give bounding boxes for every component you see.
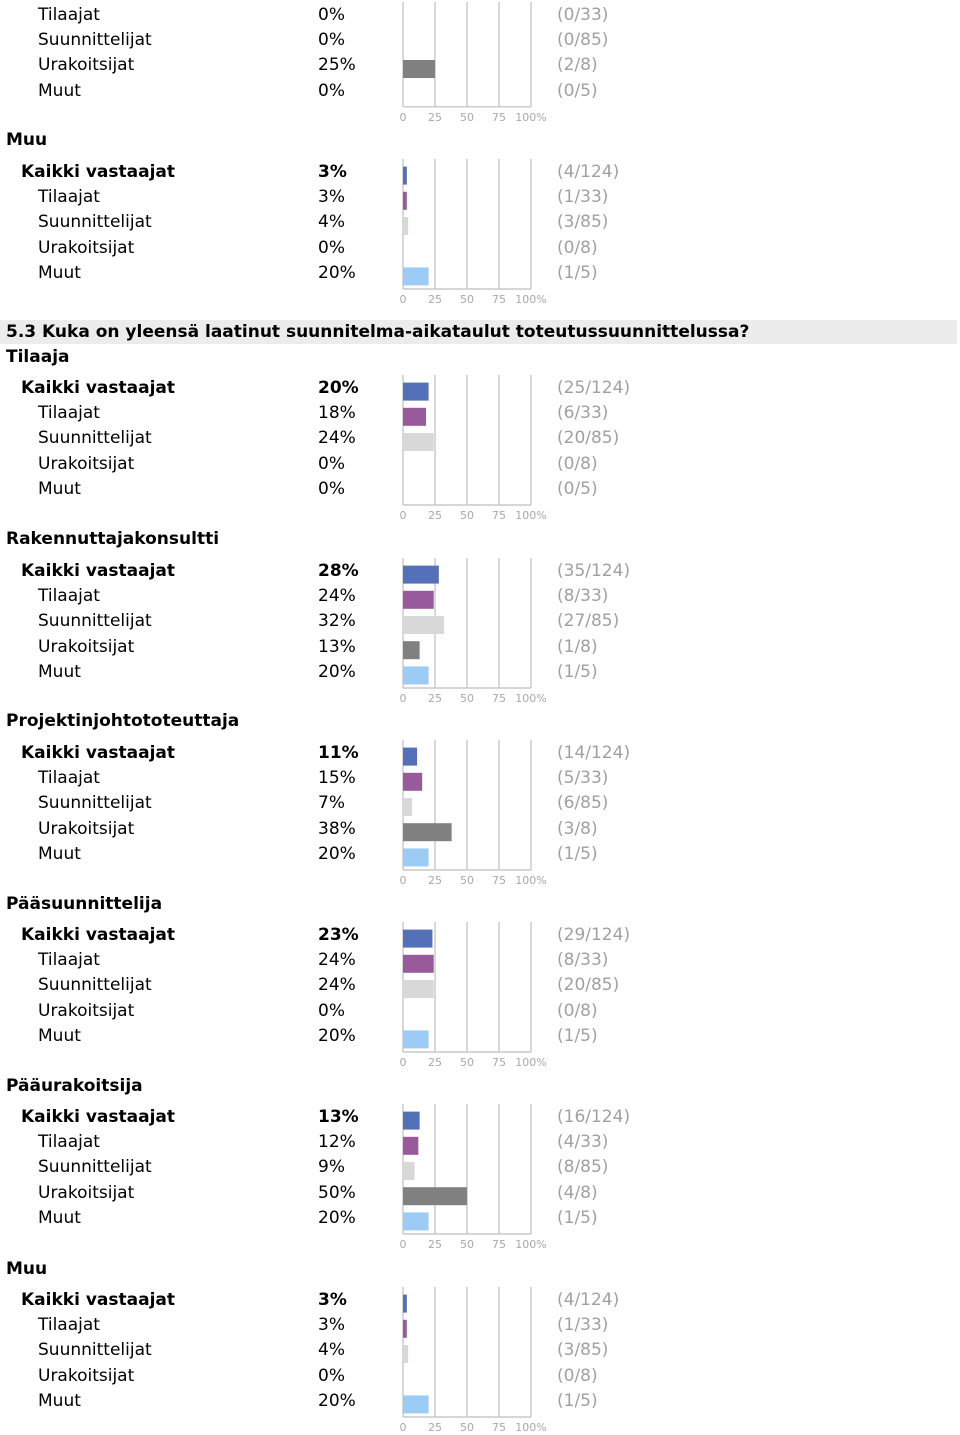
count-label: (0/8) <box>557 237 598 258</box>
row-label-all: Kaikki vastaajat <box>21 378 175 398</box>
x-tick-label: 0 <box>399 110 407 124</box>
percent-label: 0% <box>318 5 345 25</box>
row-label: Suunnittelijat <box>38 212 152 233</box>
bar <box>403 930 432 948</box>
bar-chart <box>395 558 555 706</box>
x-tick-label: 100% <box>515 874 547 887</box>
section-heading: Pääsuunnittelija <box>6 894 163 914</box>
percent-label: 0% <box>318 453 345 474</box>
bar <box>403 383 429 401</box>
x-tick-label: 0 <box>399 1238 407 1251</box>
count-label: (6/33) <box>557 403 609 424</box>
row-label: Urakoitsijat <box>38 1000 135 1021</box>
row-label: Tilaajat <box>38 403 100 424</box>
row-label: Muut <box>38 262 81 283</box>
x-tick-label: 75 <box>492 509 506 522</box>
bar <box>403 748 417 766</box>
x-tick-label: 50 <box>460 692 474 705</box>
x-tick-label: 0 <box>399 874 407 887</box>
x-tick-label: 100% <box>515 1056 547 1069</box>
x-tick-label: 75 <box>492 692 506 705</box>
x-tick-label: 100% <box>515 110 547 124</box>
row-label: Tilaajat <box>38 586 100 607</box>
count-label: (0/8) <box>557 1365 598 1386</box>
percent-label: 20% <box>318 262 356 283</box>
x-tick-label: 75 <box>492 1056 506 1069</box>
percent-label: 20% <box>318 1390 356 1411</box>
count-label: (14/124) <box>557 743 631 763</box>
bar-chart <box>395 1104 555 1252</box>
bar <box>403 1345 408 1363</box>
x-tick-label: 50 <box>460 1421 474 1434</box>
bar-chart <box>395 922 555 1070</box>
row-label: Tilaajat <box>38 1132 100 1153</box>
count-label: (1/5) <box>557 1390 598 1411</box>
count-label: (1/5) <box>557 661 598 682</box>
percent-label: 13% <box>318 636 356 657</box>
count-label: (0/85) <box>557 30 609 51</box>
row-label: Urakoitsijat <box>38 1182 135 1203</box>
row-label: Urakoitsijat <box>38 1365 135 1386</box>
percent-label: 24% <box>318 428 356 449</box>
count-label: (1/33) <box>557 187 609 208</box>
bar <box>403 1395 429 1413</box>
x-tick-label: 50 <box>460 293 474 306</box>
row-label: Suunnittelijat <box>38 793 152 814</box>
percent-label: 15% <box>318 768 356 789</box>
x-tick-label: 25 <box>428 874 442 887</box>
count-label: (4/124) <box>557 162 620 182</box>
percent-label: 24% <box>318 586 356 607</box>
percent-label: 23% <box>318 925 359 945</box>
percent-label: 4% <box>318 212 345 233</box>
bar <box>403 848 429 866</box>
bar <box>403 1187 467 1205</box>
count-label: (0/5) <box>557 478 598 499</box>
percent-label: 0% <box>318 478 345 499</box>
x-tick-label: 100% <box>515 1238 547 1251</box>
row-label: Tilaajat <box>38 950 100 971</box>
bar <box>403 408 426 426</box>
percent-label: 11% <box>318 743 359 763</box>
percent-label: 32% <box>318 611 356 632</box>
row-label: Suunnittelijat <box>38 428 152 449</box>
percent-label: 50% <box>318 1182 356 1203</box>
x-tick-label: 50 <box>460 1238 474 1251</box>
bar <box>403 616 444 634</box>
count-label: (8/33) <box>557 950 609 971</box>
count-label: (1/8) <box>557 636 598 657</box>
section-heading: Projektinjohtototeuttaja <box>6 711 240 731</box>
count-label: (1/5) <box>557 843 598 864</box>
x-tick-label: 50 <box>460 874 474 887</box>
row-label: Suunnittelijat <box>38 975 152 996</box>
row-label: Muut <box>38 478 81 499</box>
percent-label: 3% <box>318 162 347 182</box>
count-label: (3/85) <box>557 1340 609 1361</box>
bar-chart <box>395 159 555 307</box>
count-label: (8/85) <box>557 1157 609 1178</box>
x-tick-label: 25 <box>428 1421 442 1434</box>
section-heading: Tilaaja <box>6 347 70 367</box>
bar <box>403 566 439 584</box>
bar <box>403 773 422 791</box>
x-tick-label: 0 <box>399 509 407 522</box>
x-tick-label: 25 <box>428 509 442 522</box>
bar <box>403 1212 429 1230</box>
x-tick-label: 100% <box>515 1421 547 1434</box>
x-tick-label: 0 <box>399 692 407 705</box>
bar <box>403 823 452 841</box>
count-label: (29/124) <box>557 925 631 945</box>
row-label: Muut <box>38 80 81 101</box>
row-label: Tilaajat <box>38 5 100 25</box>
percent-label: 3% <box>318 1315 345 1336</box>
row-label: Muut <box>38 1390 81 1411</box>
bar <box>403 1295 407 1313</box>
percent-label: 9% <box>318 1157 345 1178</box>
row-label: Suunnittelijat <box>38 1340 152 1361</box>
row-label: Muut <box>38 1025 81 1046</box>
bar <box>403 1112 420 1130</box>
row-label-all: Kaikki vastaajat <box>21 1107 175 1127</box>
x-tick-label: 100% <box>515 692 547 705</box>
row-label: Tilaajat <box>38 1315 100 1336</box>
count-label: (16/124) <box>557 1107 631 1127</box>
bar <box>403 433 434 451</box>
x-tick-label: 0 <box>399 1421 407 1434</box>
row-label: Muut <box>38 1207 81 1228</box>
percent-label: 24% <box>318 975 356 996</box>
x-tick-label: 0 <box>399 1056 407 1069</box>
count-label: (1/5) <box>557 1025 598 1046</box>
bar <box>403 955 434 973</box>
bar <box>403 1030 429 1048</box>
percent-label: 28% <box>318 561 359 581</box>
x-tick-label: 50 <box>460 509 474 522</box>
x-tick-label: 75 <box>492 110 506 124</box>
bar <box>403 167 407 185</box>
bar <box>403 1137 418 1155</box>
count-label: (1/5) <box>557 262 598 283</box>
row-label: Urakoitsijat <box>38 453 135 474</box>
count-label: (0/8) <box>557 453 598 474</box>
x-tick-label: 0 <box>399 293 407 306</box>
x-tick-label: 75 <box>492 1421 506 1434</box>
percent-label: 0% <box>318 1000 345 1021</box>
x-tick-label: 100% <box>515 293 547 306</box>
percent-label: 0% <box>318 30 345 51</box>
percent-label: 20% <box>318 1207 356 1228</box>
count-label: (6/85) <box>557 793 609 814</box>
row-label: Suunnittelijat <box>38 30 152 51</box>
row-label: Urakoitsijat <box>38 55 135 76</box>
row-label: Urakoitsijat <box>38 636 135 657</box>
x-tick-label: 25 <box>428 1056 442 1069</box>
row-label-all: Kaikki vastaajat <box>21 743 175 763</box>
count-label: (2/8) <box>557 55 598 76</box>
percent-label: 4% <box>318 1340 345 1361</box>
x-tick-label: 75 <box>492 874 506 887</box>
bar <box>403 980 434 998</box>
percent-label: 0% <box>318 80 345 101</box>
row-label: Urakoitsijat <box>38 237 135 258</box>
percent-label: 0% <box>318 237 345 258</box>
percent-label: 7% <box>318 793 345 814</box>
row-label: Muut <box>38 661 81 682</box>
percent-label: 20% <box>318 1025 356 1046</box>
section-heading: Pääurakoitsija <box>6 1076 143 1096</box>
percent-label: 20% <box>318 378 359 398</box>
x-tick-label: 25 <box>428 692 442 705</box>
bar <box>403 267 429 285</box>
bar-chart <box>395 2 555 125</box>
bar <box>403 591 434 609</box>
bar <box>403 641 420 659</box>
count-label: (3/85) <box>557 212 609 233</box>
percent-label: 18% <box>318 403 356 424</box>
row-label: Muut <box>38 843 81 864</box>
bar <box>403 60 435 78</box>
x-tick-label: 25 <box>428 110 442 124</box>
count-label: (4/8) <box>557 1182 598 1203</box>
row-label: Suunnittelijat <box>38 1157 152 1178</box>
count-label: (0/5) <box>557 80 598 101</box>
percent-label: 0% <box>318 1365 345 1386</box>
count-label: (27/85) <box>557 611 620 632</box>
percent-label: 25% <box>318 55 356 76</box>
section-heading: Rakennuttajakonsultti <box>6 529 220 549</box>
bar <box>403 798 412 816</box>
x-tick-label: 25 <box>428 293 442 306</box>
question-title: 5.3 Kuka on yleensä laatinut suunnitelma-aikataulut toteutussuunnittelussa? <box>6 322 750 342</box>
percent-label: 12% <box>318 1132 356 1153</box>
bar <box>403 217 408 235</box>
bar-chart <box>395 375 555 523</box>
row-label-all: Kaikki vastaajat <box>21 561 175 581</box>
percent-label: 13% <box>318 1107 359 1127</box>
bar <box>403 666 429 684</box>
row-label-all: Kaikki vastaajat <box>21 162 175 182</box>
percent-label: 20% <box>318 661 356 682</box>
count-label: (1/5) <box>557 1207 598 1228</box>
row-label: Tilaajat <box>38 768 100 789</box>
count-label: (3/8) <box>557 818 598 839</box>
x-tick-label: 25 <box>428 1238 442 1251</box>
percent-label: 38% <box>318 818 356 839</box>
row-label: Suunnittelijat <box>38 611 152 632</box>
count-label: (4/124) <box>557 1290 620 1310</box>
percent-label: 3% <box>318 187 345 208</box>
row-label: Urakoitsijat <box>38 818 135 839</box>
percent-label: 20% <box>318 843 356 864</box>
count-label: (20/85) <box>557 975 620 996</box>
row-label-all: Kaikki vastaajat <box>21 925 175 945</box>
bar-chart <box>395 740 555 888</box>
count-label: (0/8) <box>557 1000 598 1021</box>
x-tick-label: 100% <box>515 509 547 522</box>
x-tick-label: 75 <box>492 293 506 306</box>
count-label: (20/85) <box>557 428 620 449</box>
bar-chart <box>395 1287 555 1435</box>
row-label: Tilaajat <box>38 187 100 208</box>
count-label: (1/33) <box>557 1315 609 1336</box>
x-tick-label: 50 <box>460 110 474 124</box>
count-label: (8/33) <box>557 586 609 607</box>
percent-label: 24% <box>318 950 356 971</box>
x-tick-label: 75 <box>492 1238 506 1251</box>
x-tick-label: 50 <box>460 1056 474 1069</box>
count-label: (35/124) <box>557 561 631 581</box>
percent-label: 3% <box>318 1290 347 1310</box>
section-heading: Muu <box>6 1259 48 1279</box>
row-label-all: Kaikki vastaajat <box>21 1290 175 1310</box>
bar <box>403 192 407 210</box>
bar <box>403 1162 415 1180</box>
section-heading: Muu <box>6 130 48 150</box>
bar <box>403 1320 407 1338</box>
count-label: (5/33) <box>557 768 609 789</box>
count-label: (25/124) <box>557 378 631 398</box>
count-label: (4/33) <box>557 1132 609 1153</box>
count-label: (0/33) <box>557 5 609 25</box>
